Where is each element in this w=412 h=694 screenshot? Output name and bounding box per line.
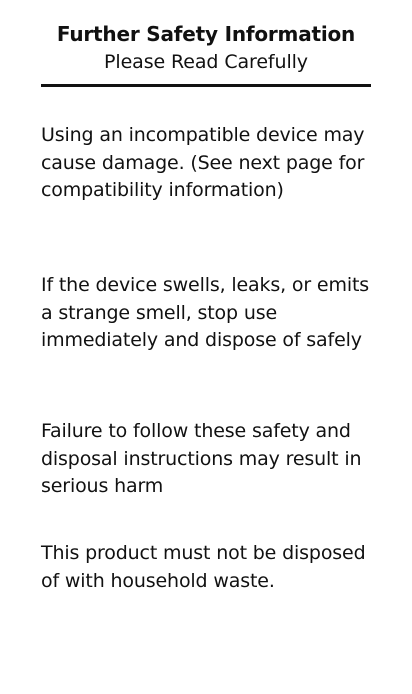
safety-paragraph-disposal: This product must not be disposed of with household waste. (41, 542, 366, 592)
page-title: Further Safety Information (56, 22, 356, 46)
header-divider (41, 84, 371, 87)
page-subtitle: Please Read Carefully (104, 51, 308, 73)
safety-paragraph-swelling-warning: If the device swells, leaks, or emits a strange smell, stop use immediately and dispose of safely (41, 274, 370, 351)
safety-paragraph-incompatible-device: Using an incompatible device may cause damage. (See next page for compatibility information) (41, 124, 365, 201)
safety-paragraph-serious-harm: Failure to follow these safety and disposal instructions may result in serious harm (41, 420, 362, 497)
page-header (0, 20, 412, 76)
